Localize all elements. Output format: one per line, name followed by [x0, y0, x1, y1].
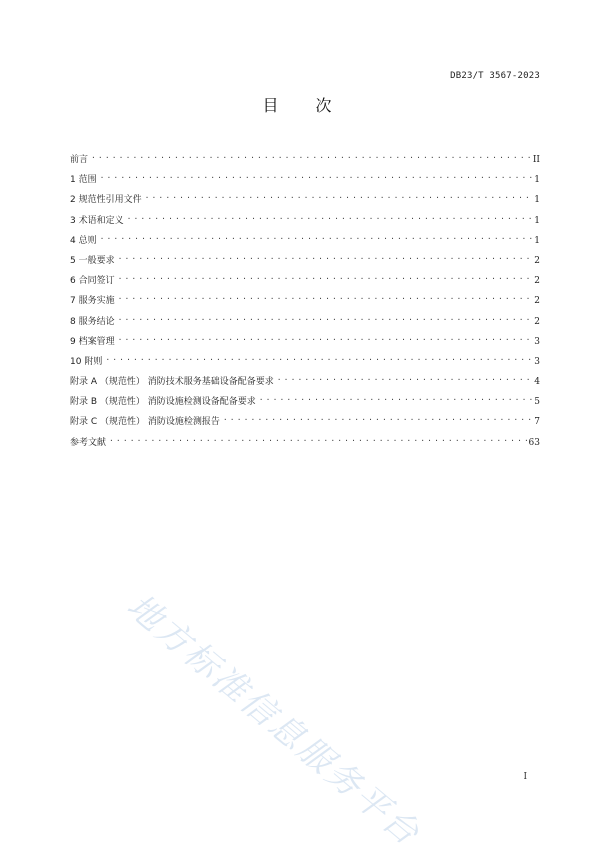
toc-leader-dots [100, 170, 532, 182]
toc-leader-dots [91, 150, 531, 162]
toc-leader-dots [277, 372, 532, 384]
toc-entry-contract[interactable] [70, 271, 540, 291]
toc-entry-page: 2 [534, 276, 540, 287]
toc-entry-page: 1 [534, 235, 540, 246]
toc-entry-service-conclusion[interactable] [70, 312, 540, 332]
toc-entry-label: 1 范围 [70, 175, 97, 186]
toc-leader-dots [118, 291, 532, 303]
toc-entry-label: 10 附则 [70, 356, 103, 367]
toc-entry-page: 63 [528, 437, 540, 448]
toc-entry-general[interactable] [70, 231, 540, 251]
toc-leader-dots [118, 251, 532, 263]
toc-entry-service-implementation[interactable] [70, 291, 540, 311]
toc-entry-page: 4 [534, 377, 540, 388]
table-of-contents [70, 150, 540, 453]
toc-leader-dots [223, 412, 532, 424]
toc-entry-page: 1 [534, 175, 540, 186]
toc-entry-label: 6 合同签订 [70, 276, 115, 287]
toc-leader-dots [105, 352, 532, 364]
toc-entry-label: 8 服务结论 [70, 316, 115, 327]
toc-entry-label: 附录 B （规范性） 消防设施检测设备配备要求 [70, 397, 256, 408]
page-number: I [523, 772, 527, 782]
toc-entry-page: 2 [534, 255, 540, 266]
toc-entry-label: 参考文献 [70, 437, 107, 448]
toc-entry-page: 2 [534, 316, 540, 327]
toc-entry-appendix-c[interactable] [70, 412, 540, 432]
toc-entry-terms[interactable] [70, 211, 540, 231]
toc-entry-label: 5 一般要求 [70, 255, 115, 266]
toc-entry-bibliography[interactable] [70, 433, 540, 453]
toc-entry-appendix-b[interactable] [70, 392, 540, 412]
toc-entry-label: 9 档案管理 [70, 336, 115, 347]
toc-entry-page: 3 [534, 336, 540, 347]
toc-entry-label: 4 总则 [70, 235, 97, 246]
toc-entry-archive-management[interactable] [70, 332, 540, 352]
toc-leader-dots [109, 433, 527, 445]
toc-entry-label: 7 服务实施 [70, 296, 115, 307]
toc-entry-foreword[interactable] [70, 150, 540, 170]
toc-title-char-1: 目 [262, 96, 280, 115]
toc-title-char-2: 次 [315, 96, 333, 115]
toc-entry-label: 前言 [70, 155, 89, 165]
toc-entry-page: 2 [534, 296, 540, 307]
toc-leader-dots [118, 312, 532, 324]
toc-entry-label: 3 术语和定义 [70, 215, 124, 226]
toc-entry-normative-references[interactable] [70, 190, 540, 210]
toc-entry-page: 1 [534, 215, 540, 226]
toc-leader-dots [118, 332, 532, 344]
toc-leader-dots [259, 392, 532, 404]
toc-leader-dots [127, 211, 532, 223]
toc-entry-page: 1 [534, 195, 540, 206]
toc-entry-label: 附录 A （规范性） 消防技术服务基础设备配备要求 [70, 377, 274, 388]
toc-leader-dots [145, 190, 532, 202]
toc-entry-label: 附录 C （规范性） 消防设施检测报告 [70, 417, 220, 428]
toc-entry-general-requirements[interactable] [70, 251, 540, 271]
toc-title [0, 93, 595, 116]
toc-leader-dots [118, 271, 532, 283]
toc-entry-supplementary[interactable] [70, 352, 540, 372]
toc-entry-appendix-a[interactable] [70, 372, 540, 392]
toc-entry-page: 5 [534, 397, 540, 408]
watermark-text: 地方标准信息服务平台 [119, 586, 429, 855]
standard-code: DB23/T 3567-2023 [450, 71, 540, 81]
toc-entry-page: II [532, 155, 540, 165]
toc-entry-scope[interactable] [70, 170, 540, 190]
toc-leader-dots [100, 231, 532, 243]
toc-entry-page: 7 [534, 417, 540, 428]
toc-entry-page: 3 [534, 356, 540, 367]
toc-entry-label: 2 规范性引用文件 [70, 195, 142, 206]
